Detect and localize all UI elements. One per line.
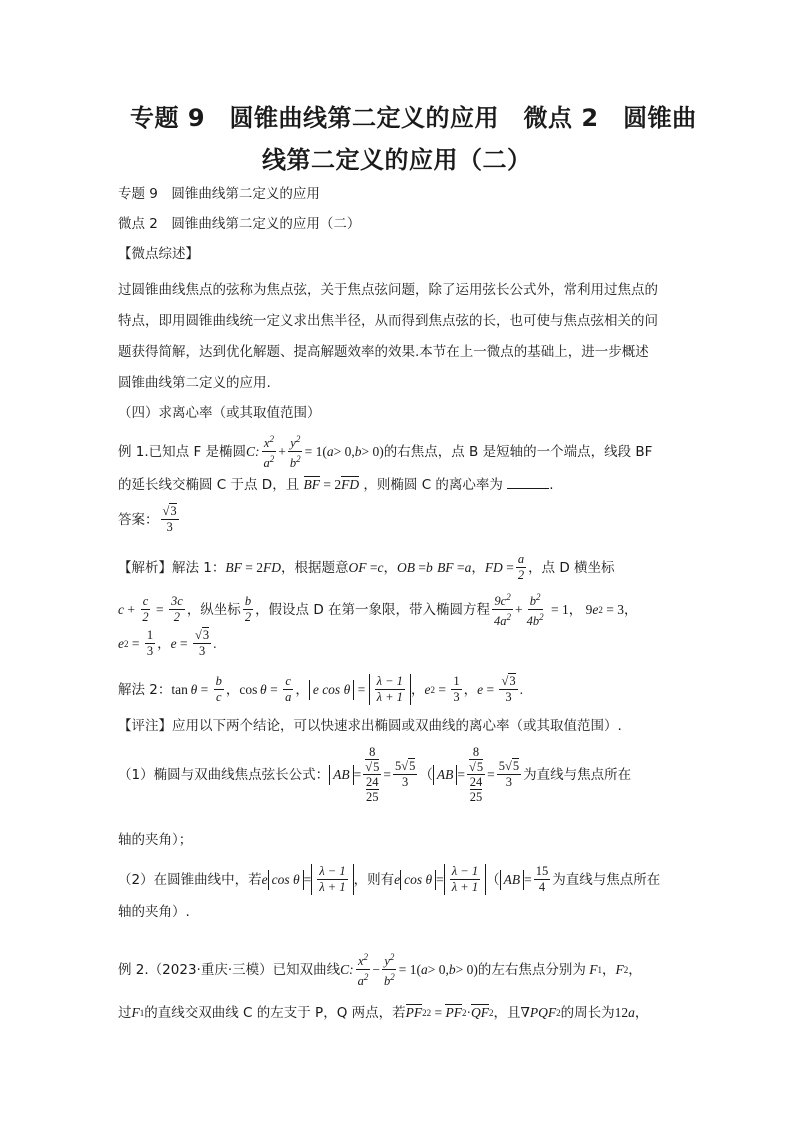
fraction: $\frac{5√5}{3}$ bbox=[394, 759, 416, 789]
analysis-line-3: e 2 = $\frac{1}{3}$ ， e = $\frac{√3}{3}$ . bbox=[118, 628, 217, 658]
example-1-text-a: 例 1.已知点 F 是椭圆 bbox=[118, 443, 247, 460]
overview-line-4: 圆锥曲线第二定义的应用. bbox=[118, 375, 271, 391]
analysis-line-1: 【解析】解法 1： BF = 2 FD ，根据题意 OF = c ， OB = b BF = a ， FD = $\frac{a}{2}$ ，点 D 横坐标 bbox=[118, 552, 615, 582]
fraction: $\frac{15}{4}$ bbox=[535, 864, 549, 894]
overview-heading: 【微点综述】 bbox=[118, 246, 199, 262]
fraction: $\frac{√3}{3}$ bbox=[501, 674, 516, 704]
example-2-line-1: 例 2.（2023·重庆·三模）已知双曲线 C: $\frac{x^2}{a^2}$ − $\frac{y^2}{b^2}$ = 1( a > 0, b > 0) 的左右焦点分别为 F 1 ， F 2 ， bbox=[118, 952, 642, 989]
example-1-line-2: 的延长线交椭圆 C 于点 D，且 BF = 2FD ，则椭圆 C 的离心率为 . bbox=[118, 477, 554, 493]
fraction: $\frac{9c^2}{4a^2}$ bbox=[494, 592, 512, 629]
page-title-line-1: 专题 9 圆锥曲线第二定义的应用 微点 2 圆锥曲 bbox=[130, 104, 697, 132]
fraction: $\frac{a}{2}$ bbox=[517, 552, 525, 582]
example-1-line-1: 例 1.已知点 F 是椭圆 C: $\frac{x^2}{a^2}$ + $\frac{y^2}{b^2}$ = 1( a > 0, b > 0) 的右焦点，点 B 是短轴的一个端点，线段 BF bbox=[118, 434, 653, 471]
overview-line-3: 题获得简解，达到优化解题、提高解题效率的效果.本节在上一微点的基础上，进一步概述 bbox=[118, 344, 649, 360]
fraction: $\frac{\lambda - 1}{\lambda + 1}$ bbox=[319, 864, 346, 894]
fraction: $\frac{b}{2}$ bbox=[244, 594, 252, 625]
fraction: $\frac{x^2}{a^2}$ bbox=[263, 434, 275, 471]
overview-line-2: 特点，即用圆锥曲线统一定义求出焦半径，从而得到焦点弦的长，也可使与焦点弦相关的问 bbox=[118, 313, 658, 329]
answer-blank bbox=[507, 476, 549, 489]
fraction: $\frac{x^2}{a^2}$ bbox=[357, 952, 369, 989]
fraction: $\frac{√3}{3}$ bbox=[195, 628, 210, 658]
analysis-method-2: 解法 2： tan θ = $\frac{b}{c}$ ， cos θ = $\frac{c}{a}$ ， e cos θ = $\frac{\lambda - 1}{\lambda + 1}$ ， e 2 = $\frac{1}{3}$ ， e = $\frac{√3}{3}$ . bbox=[118, 674, 523, 704]
fraction: $\frac{5√5}{3}$ bbox=[498, 759, 520, 789]
compound-fraction: 8 √5 24 25 bbox=[468, 745, 484, 804]
example-1-text-b: 的右焦点，点 B 是短轴的一个端点，线段 BF bbox=[383, 443, 653, 460]
answer-value: $\frac{√3}{3}$ bbox=[162, 504, 177, 534]
vector-fd: FD bbox=[341, 475, 359, 495]
comment-line: 【评注】应用以下两个结论，可以快速求出椭圆或双曲线的离心率（或其取值范围）. bbox=[118, 718, 622, 734]
section-heading: （四）求离心率（或其取值范围） bbox=[118, 405, 321, 421]
example-2-line-2: 过 F 1 的直线交双曲线 C 的左支于 P，Q 两点，若 PF 2 2 = PF 2 · QF 2 ，且 ∇ PQF 2 的周长为 12 a ， bbox=[118, 1005, 649, 1021]
example-1-text-c: 的延长线交椭圆 C 于点 D，且 bbox=[118, 477, 300, 493]
fraction: $\frac{y^2}{b^2}$ bbox=[384, 952, 395, 989]
subtitle-point: 微点 2 圆锥曲线第二定义的应用（二） bbox=[118, 216, 361, 232]
fraction: $\frac{1}{3}$ bbox=[146, 628, 154, 658]
fraction: $\frac{\lambda - 1}{\lambda + 1}$ bbox=[451, 864, 479, 894]
fraction: $\frac{y^2}{b^2}$ bbox=[289, 434, 301, 471]
fraction: $\frac{3c}{2}$ bbox=[171, 594, 183, 625]
fraction: $\frac{b^2}{4b^2}$ bbox=[526, 592, 544, 629]
page-title-line-2: 线第二定义的应用（二） bbox=[262, 146, 532, 174]
compound-fraction: 8 √5 24 25 bbox=[365, 745, 380, 804]
example-1-text-d: ，则椭圆 C 的离心率为 bbox=[363, 477, 503, 493]
overview-line-1: 过圆锥曲线焦点的弦称为焦点弦，关于焦点弦问题，除了运用弦长公式外，常利用过焦点的 bbox=[118, 282, 658, 298]
fraction: $\frac{b}{c}$ bbox=[215, 674, 222, 704]
fraction: $\frac{\lambda - 1}{\lambda + 1}$ bbox=[376, 674, 403, 704]
subtitle-topic: 专题 9 圆锥曲线第二定义的应用 bbox=[118, 186, 320, 202]
analysis-line-2: c + $\frac{c}{2}$ = $\frac{3c}{2}$ ，纵坐标 $\frac{b}{2}$ ，假设点 D 在第一象限，带入椭圆方程 $\frac{9c^2}{4a^2}$ + $\frac{b^2}{4b^2}$ = 1 ， 9 e 2 = 3， bbox=[118, 592, 638, 629]
conclusion-1: （1）椭圆与双曲线焦点弦长公式： AB = 8 √5 24 25 = $\frac{5√5}{3}$ （ AB = 8 √5 24 25 = $\frac{5√5}{3}$ 为直线与焦点所在 bbox=[118, 745, 632, 804]
conclusion-1-end: 轴的夹角）； bbox=[118, 832, 193, 848]
vector-bf: BF bbox=[304, 475, 321, 495]
fraction: $\frac{1}{3}$ bbox=[453, 674, 460, 704]
fraction: $\frac{c}{a}$ bbox=[285, 674, 292, 704]
analysis-heading: 【解析】解法 1： bbox=[118, 559, 226, 576]
comment-heading: 【评注】 bbox=[118, 718, 172, 734]
answer-label: 答案： bbox=[118, 511, 159, 528]
fraction: $\frac{c}{2}$ bbox=[142, 594, 149, 625]
conclusion-2: （2）在圆锥曲线中，若 e cos θ = $\frac{\lambda - 1}{\lambda + 1}$ ，则有 e cos θ = $\frac{\lambda - 1}{\lambda + 1}$ （ AB = $\frac{15}{4}$ 为直线与焦点所在 bbox=[118, 864, 661, 894]
answer-line bbox=[118, 504, 181, 535]
conclusion-2-end: 轴的夹角）. bbox=[118, 904, 190, 920]
ellipse-equation: C: bbox=[246, 443, 260, 459]
